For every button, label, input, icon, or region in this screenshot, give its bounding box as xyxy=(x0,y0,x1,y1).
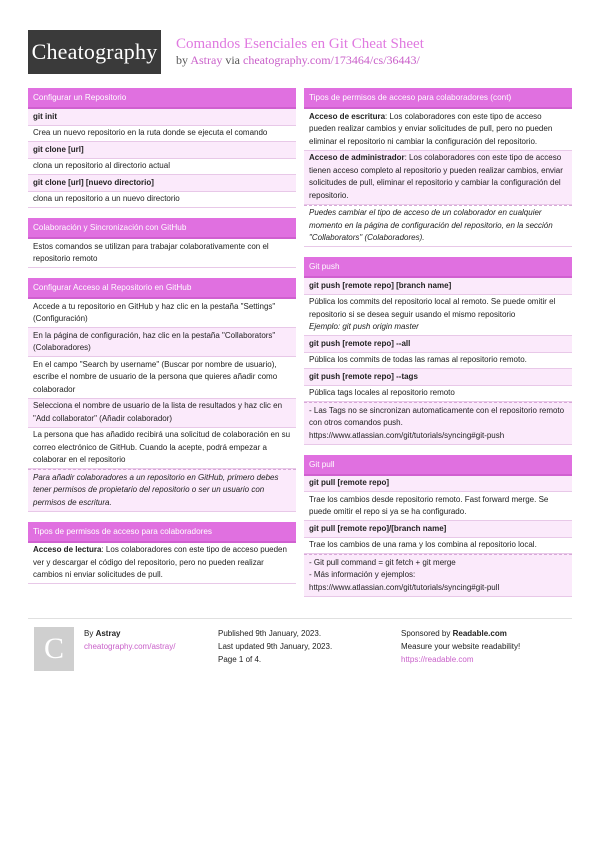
section-configurar-repositorio xyxy=(28,88,296,208)
permission-row xyxy=(28,543,296,585)
section-title: Configurar un Repositorio xyxy=(28,88,296,109)
step-row: En la página de configuración, haz clic en la pestaña "Collaborators" (Colaboradores) xyxy=(28,328,296,357)
description-row xyxy=(304,295,572,337)
cheatography-logo[interactable]: Cheatography xyxy=(28,30,161,74)
step-row: Accede a tu repositorio en GitHub y haz clic en la pestaña "Settings" (Configuración) xyxy=(28,299,296,328)
permission-label: Acceso de administrador xyxy=(309,153,405,162)
note-text: - Las Tags no se sincronizan automaticamente con el repositorio remoto con otros comandos push. xyxy=(309,405,565,427)
command-row: git push [remote repo] --all xyxy=(304,336,572,353)
note-row: Para añadir colaboradores a un repositorio en GitHub, primero debes tener permisos de propietario del repositorio o ser un usuario con permisos de escritura. xyxy=(28,469,296,512)
section-title: Configurar Acceso al Repositorio en GitHub xyxy=(28,278,296,299)
via-label: via xyxy=(225,53,241,67)
permission-text: : Los colaboradores con este tipo de acceso pueden ver y descargar el código del repositorio, pero no pueden realizar cambios ni enviar solicitudes de pull. xyxy=(33,545,287,579)
description-row: clona un repositorio a un nuevo directorio xyxy=(28,192,296,209)
section-title: Tipos de permisos de acceso para colaboradores xyxy=(28,522,296,543)
byline xyxy=(176,53,420,68)
section-configurar-acceso xyxy=(28,278,296,512)
section-title: Tipos de permisos de acceso para colaboradores (cont) xyxy=(304,88,572,109)
example-text: Ejemplo: git push origin master xyxy=(309,322,419,331)
step-row: La persona que has añadido recibirá una solicitud de colaboración en su correo electrónico de GitHub. Cuando la acepte, podrá empezar a colaborar en el repositorio xyxy=(28,428,296,470)
section-title: Git push xyxy=(304,257,572,278)
note-row: Puedes cambiar el tipo de acceso de un colaborador en cualquier momento en la página de configuración del repositorio, en la sección "Collaborators" (Colaboradores). xyxy=(304,205,572,248)
note-text: - Más información y ejemplos: xyxy=(309,570,416,579)
left-column xyxy=(28,88,296,594)
description-row: Trae los cambios desde repositorio remoto. Fast forward merge. Se puede omitir el repo si ya se ha configurado. xyxy=(304,492,572,521)
note-link[interactable]: https://www.atlassian.com/git/tutorials/syncing#git-push xyxy=(309,430,505,440)
section-colaboracion xyxy=(28,218,296,268)
permission-text: : Los colaboradores con este tipo de acceso pueden realizar cambios y enviar solicitudes de pull, pero no pueden eliminar el repositorio ni cambiar la configuración del repositorio. xyxy=(309,111,553,146)
note-link[interactable]: https://www.atlassian.com/git/tutorials/syncing#git-pull xyxy=(309,582,500,592)
sheet-url-link[interactable]: cheatography.com/173464/cs/36443/ xyxy=(243,53,420,67)
footer-dates xyxy=(218,627,332,666)
published-date: Published 9th January, 2023. xyxy=(218,629,322,638)
description-row: Crea un nuevo repositorio en la ruta donde se ejecuta el comando xyxy=(28,126,296,143)
description-row: Pública tags locales al repositorio remoto xyxy=(304,386,572,403)
sheet-title: Comandos Esenciales en Git Cheat Sheet xyxy=(176,36,424,52)
description-row: Estos comandos se utilizan para trabajar colaborativamente con el repositorio remoto xyxy=(28,239,296,268)
section-title: Colaboración y Sincronización con GitHub xyxy=(28,218,296,239)
updated-date: Last updated 9th January, 2023. xyxy=(218,642,333,651)
footer-author-link[interactable]: cheatography.com/astray/ xyxy=(84,642,176,651)
sponsor-prefix: Sponsored by xyxy=(401,629,451,638)
note-row xyxy=(304,402,572,445)
description-row: clona un repositorio al directorio actual xyxy=(28,159,296,176)
author-link[interactable]: Astray xyxy=(190,53,223,67)
footer-author xyxy=(84,627,175,653)
section-tipos-permisos xyxy=(28,522,296,585)
sponsor-link[interactable]: https://readable.com xyxy=(401,655,474,664)
author-avatar[interactable]: C xyxy=(34,627,74,671)
footer-sponsor xyxy=(401,627,520,666)
page-indicator: Page 1 of 4. xyxy=(218,655,262,664)
note-row xyxy=(304,554,572,597)
permission-label: Acceso de lectura xyxy=(33,545,102,554)
command-row: git push [remote repo] [branch name] xyxy=(304,278,572,295)
footer xyxy=(28,618,572,677)
sponsor-text: Measure your website readability! xyxy=(401,642,521,651)
command-row: git init xyxy=(28,109,296,126)
permission-text: : Los colaboradores con este tipo de acceso tienen acceso completo al repositorio y pueden realizar cambios, enviar solicitudes de pull, eliminar el repositorio y cambiar la configuración del repositorio. xyxy=(309,153,563,200)
permission-row xyxy=(304,151,572,205)
permission-label: Acceso de escritura xyxy=(309,111,386,121)
description-row: Pública los commits de todas las ramas al repositorio remoto. xyxy=(304,353,572,370)
step-row: Selecciona el nombre de usuario de la lista de resultados y haz clic en "Add collaborator" (Añadir colaborador) xyxy=(28,399,296,428)
by-label: by xyxy=(176,53,188,67)
section-title: Git pull xyxy=(304,455,572,476)
note-text: - Git pull command = git fetch + git merge xyxy=(309,557,456,567)
command-row: git clone [url] xyxy=(28,142,296,159)
footer-by-label: By xyxy=(84,629,94,638)
command-row: git push [remote repo] --tags xyxy=(304,369,572,386)
section-git-pull xyxy=(304,455,572,597)
section-tipos-permisos-cont xyxy=(304,88,572,247)
right-column xyxy=(304,88,572,607)
description-row: Trae los cambios de una rama y los combina al repositorio local. xyxy=(304,538,572,555)
command-row: git pull [remote repo] xyxy=(304,476,572,493)
permission-row xyxy=(304,109,572,151)
step-row: En el campo "Search by username" (Buscar por nombre de usuario), escribe el nombre de usuario de la persona que quieres añadir como colaborador xyxy=(28,357,296,399)
command-row: git pull [remote repo]/[branch name] xyxy=(304,521,572,538)
sponsor-name[interactable]: Readable.com xyxy=(452,629,507,638)
footer-author-name[interactable]: Astray xyxy=(95,629,121,638)
section-git-push xyxy=(304,257,572,445)
description-text: Pública los commits del repositorio local al remoto. Se puede omitir el repositorio si se desea seguir usando el mismo repositorio xyxy=(309,297,556,319)
command-row: git clone [url] [nuevo directorio] xyxy=(28,175,296,192)
